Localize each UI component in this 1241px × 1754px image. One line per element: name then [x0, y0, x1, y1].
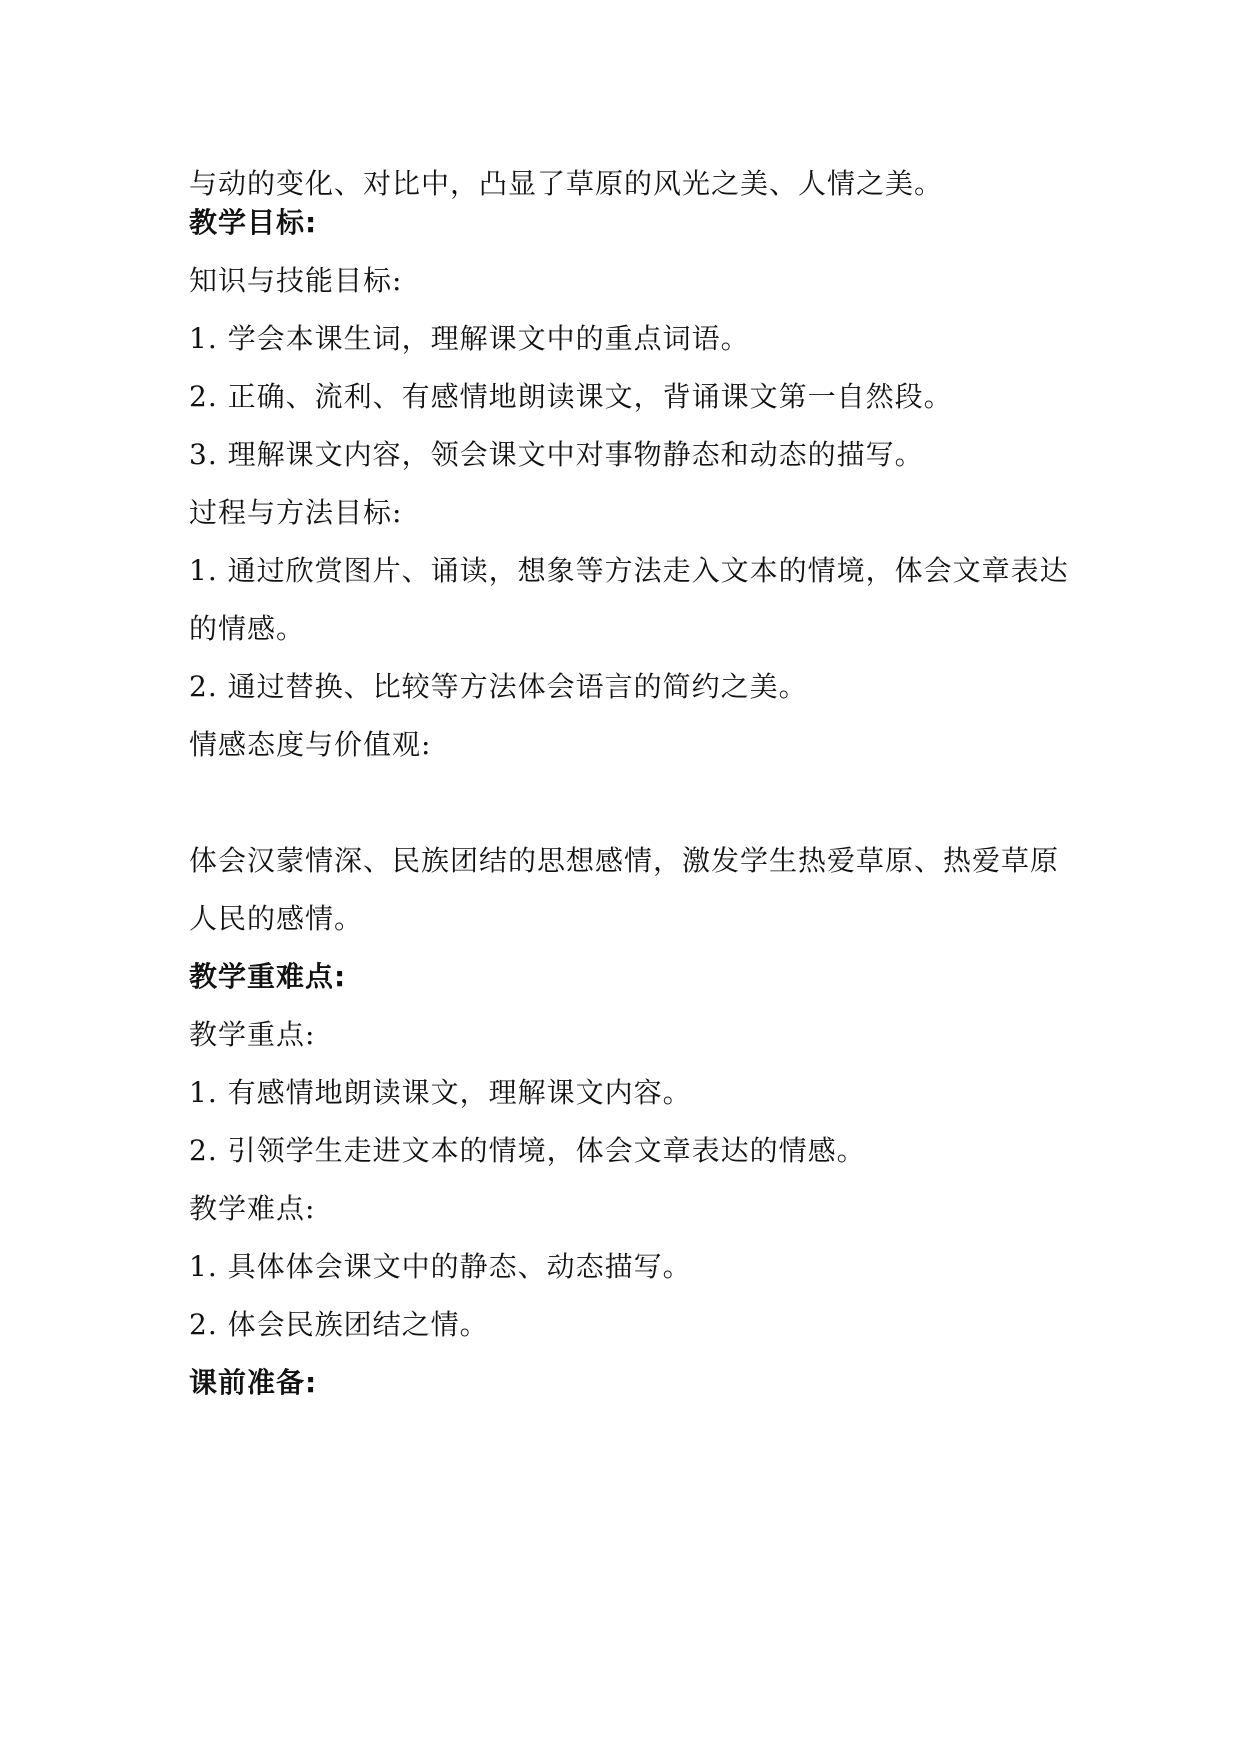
subheading-emotion-values: 情感态度与价值观: — [189, 728, 432, 761]
subheading-process-methods: 过程与方法目标: — [189, 496, 403, 529]
list-item-continuation: 的情感。 — [189, 612, 306, 645]
heading-teaching-objectives: 教学目标: — [189, 206, 318, 239]
list-item: 1. 通过欣赏图片、诵读，想象等方法走入文本的情境，体会文章表达 — [189, 554, 1069, 587]
subheading-knowledge-skills: 知识与技能目标: — [189, 264, 403, 297]
heading-preparation: 课前准备: — [189, 1366, 318, 1399]
paragraph: 体会汉蒙情深、民族团结的思想感情，激发学生热爱草原、热爱草原 — [189, 844, 1060, 877]
list-item: 2. 正确、流利、有感情地朗读课文，背诵课文第一自然段。 — [189, 380, 953, 413]
list-item: 3. 理解课文内容，领会课文中对事物静态和动态的描写。 — [189, 438, 924, 471]
subheading-key-points: 教学重点: — [189, 1018, 316, 1051]
list-item: 1. 有感情地朗读课文，理解课文内容。 — [189, 1076, 692, 1109]
heading-key-difficult-points: 教学重难点: — [189, 960, 347, 993]
paragraph-continuation: 与动的变化、对比中，凸显了草原的风光之美、人情之美。 — [189, 167, 944, 200]
paragraph-continuation: 人民的感情。 — [189, 902, 364, 935]
list-item: 1. 学会本课生词，理解课文中的重点词语。 — [189, 322, 750, 355]
list-item: 2. 体会民族团结之情。 — [189, 1308, 489, 1341]
list-item: 2. 通过替换、比较等方法体会语言的简约之美。 — [189, 670, 808, 703]
list-item: 1. 具体体会课文中的静态、动态描写。 — [189, 1250, 692, 1283]
subheading-difficult-points: 教学难点: — [189, 1192, 316, 1225]
list-item: 2. 引领学生走进文本的情境，体会文章表达的情感。 — [189, 1134, 866, 1167]
